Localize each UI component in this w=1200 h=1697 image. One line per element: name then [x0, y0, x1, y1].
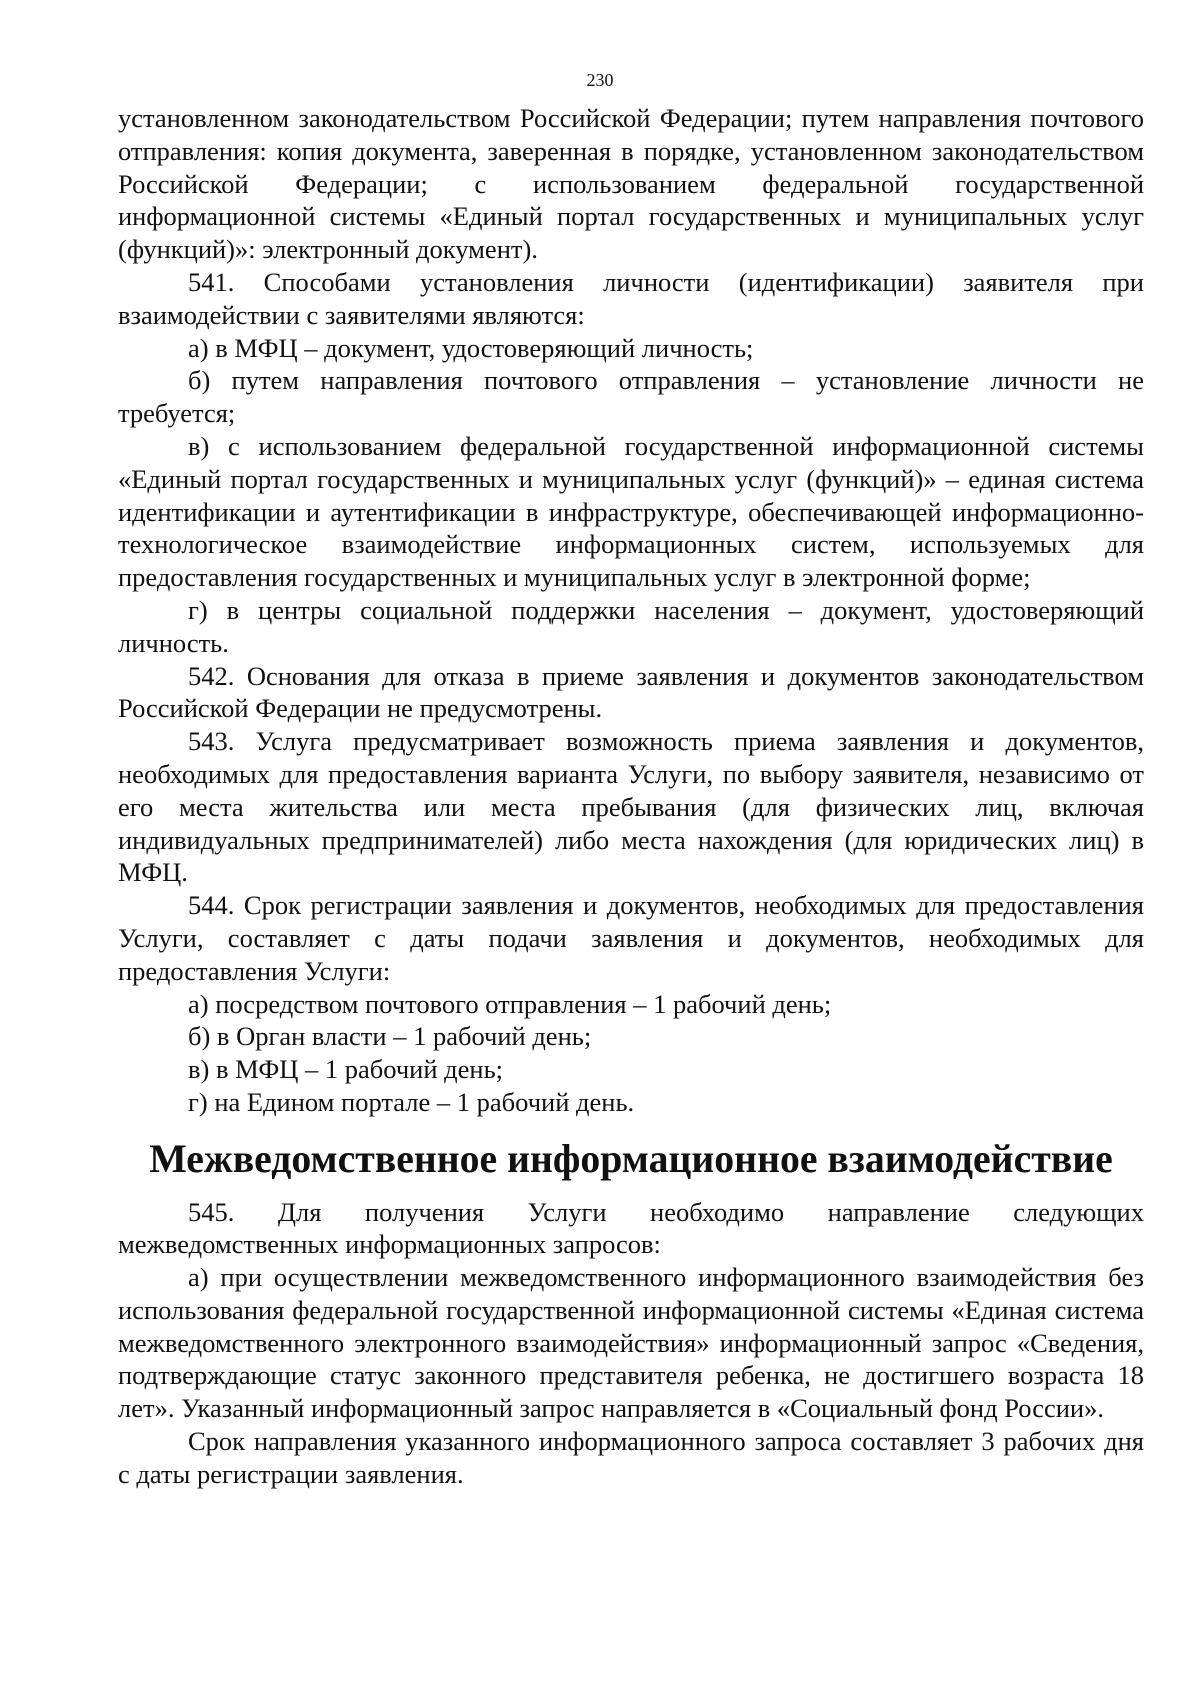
- paragraph-545: 545. Для получения Услуги необходимо направление следующих межведомственных информационных запросов:: [118, 1196, 1144, 1260]
- document-body: [118, 102, 1144, 1491]
- paragraph-543: 543. Услуга предусматривает возможность приема заявления и документов, необходимых для предоставления варианта Услуги, по выбору заявителя, независимо от его места жительства или места пребывания (для физических лиц, включая индивидуальных предпринимателей) либо места нахождения (для юридических лиц) в МФЦ.: [118, 726, 1144, 888]
- paragraph-541-b: б) путем направления почтового отправления – установление личности не требуется;: [118, 365, 1144, 429]
- paragraph-541: 541. Способами установления личности (идентификации) заявителя при взаимодействии с заявителями являются:: [118, 266, 1144, 330]
- section-heading: Межведомственное информационное взаимодействие: [149, 1136, 1113, 1181]
- paragraph-544-a: а) посредством почтового отправления – 1 рабочий день;: [188, 988, 832, 1019]
- paragraph-544-d: г) на Едином портале – 1 рабочий день.: [188, 1086, 635, 1117]
- paragraph-542: 542. Основания для отказа в приеме заявления и документов законодательством Российской Федерации не предусмотрены.: [118, 660, 1144, 724]
- paragraph-545-deadline: Срок направления указанного информационного запроса составляет 3 рабочих дня с даты регистрации заявления.: [118, 1426, 1144, 1489]
- paragraph-544-c: в) в МФЦ – 1 рабочий день;: [188, 1054, 504, 1085]
- paragraph-545-a: а) при осуществлении межведомственного информационного взаимодействия без использования федеральной государственной информационной системы «Единая система межведомственного электронного взаимодействия» информационный запрос «Сведения, подтверждающие статус законного представителя ребенка, не достигшего возраста 18 лет». Указанный информационный запрос направляется в «Социальный фонд России».: [118, 1262, 1144, 1424]
- paragraph-544-b: б) в Орган власти – 1 рабочий день;: [188, 1021, 592, 1052]
- paragraph-continuation: установленном законодательством Российской Федерации; путем направления почтового отправления: копия документа, заверенная в порядке, установленном законодательством Российской Федерации; с использованием федеральной государственной информационной системы «Единый портал государственных и муниципальных услуг (функций)»: электронный документ).: [118, 103, 1144, 265]
- paragraph-544: 544. Срок регистрации заявления и документов, необходимых для предоставления Услуги, составляет с даты подачи заявления и документов, необходимых для предоставления Услуги:: [118, 890, 1144, 986]
- paragraph-541-d: г) в центры социальной поддержки населения – документ, удостоверяющий личность.: [118, 594, 1144, 658]
- paragraph-541-a: а) в МФЦ – документ, удостоверяющий личность;: [188, 332, 754, 363]
- paragraph-541-c: в) с использованием федеральной государственной информационной системы «Единый портал государственных и муниципальных услуг (функций)» – единая система идентификации и аутентификации в инфраструктуре, обеспечивающей информационно-технологическое взаимодействие информационных систем, используемых для предоставления государственных и муниципальных услуг в электронной форме;: [118, 430, 1144, 593]
- page-number: 230: [586, 70, 614, 90]
